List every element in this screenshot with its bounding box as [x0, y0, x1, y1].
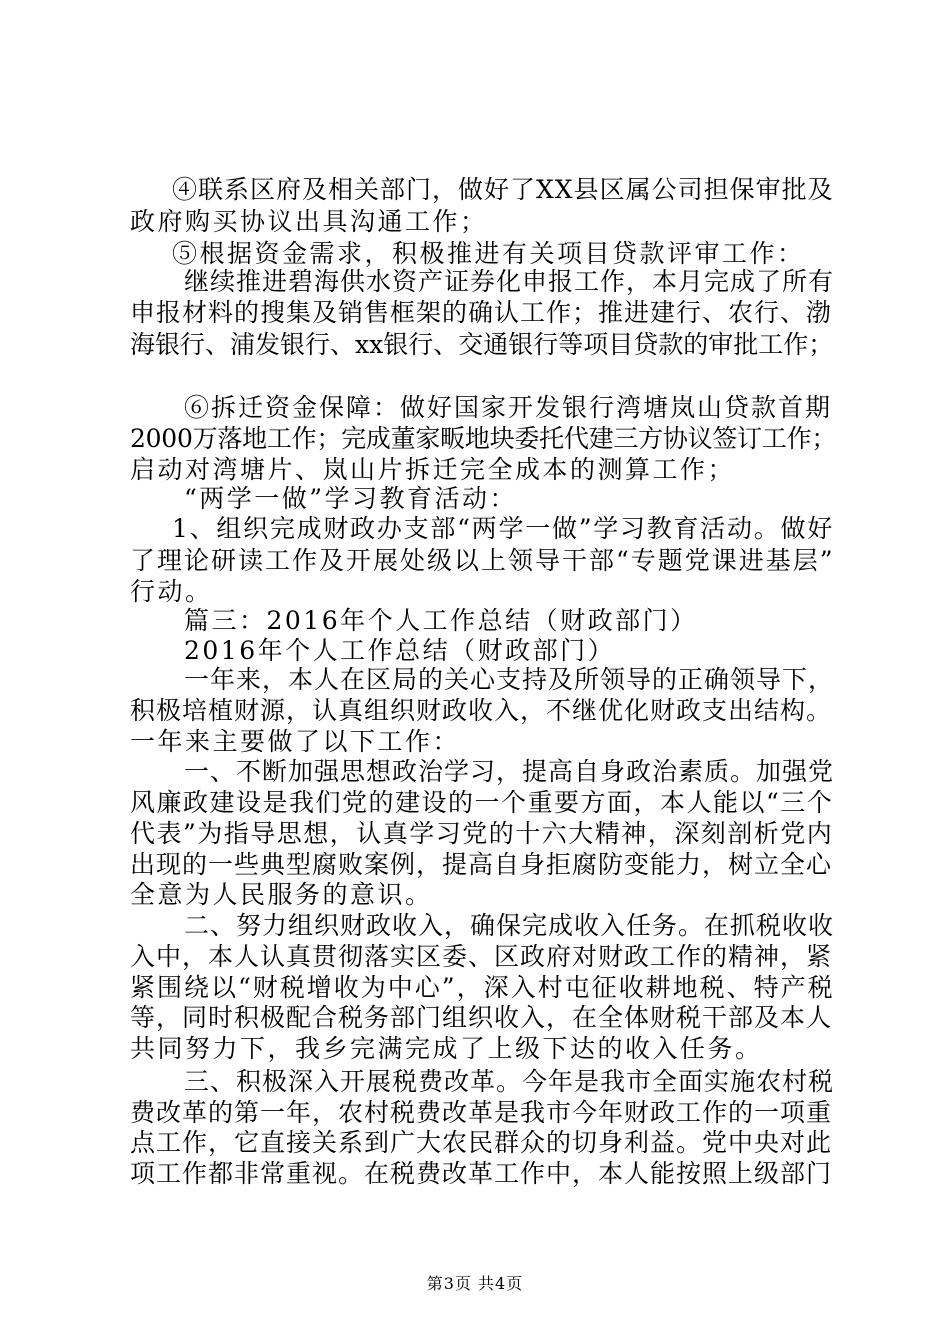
- text-line: 等，同时积极配合税务部门组织收入，在全体财税干部及本人: [130, 1003, 833, 1032]
- text-line: “两学一做”学习教育活动：: [184, 484, 518, 513]
- text-line: 篇三：2016年个人工作总结（财政部门）: [184, 606, 698, 635]
- text-line: 风廉政建设是我们党的建设的一个重要方面，本人能以“三个: [130, 788, 834, 817]
- text-line: 一、不断加强思想政治学习，提高自身政治素质。加强党: [184, 757, 835, 786]
- text-line: ④联系区府及相关部门，做好了XX县区属公司担保审批及: [172, 175, 834, 204]
- text-line: 三、积极深入开展税费改革。今年是我市全面实施农村税: [184, 1067, 835, 1096]
- text-line: 政府购买协议出具沟通工作；: [130, 207, 488, 236]
- text-line: 申报材料的搜集及销售框架的确认工作；推进建行、农行、渤: [130, 298, 833, 327]
- text-line: ⑥拆迁资金保障：做好国家开发银行湾塘岚山贷款首期: [184, 393, 833, 422]
- text-line: 了理论研读工作及开展处级以上领导干部“专题党课进基层”: [130, 546, 835, 575]
- text-line: 出现的一些典型腐败案例，提高自身拒腐防变能力，树立全心: [130, 850, 833, 879]
- text-line: 积极培植财源，认真组织财政收入，不继优化财政支出结构。: [130, 696, 833, 725]
- text-line: 继续推进碧海供水资产证券化申报工作，本月完成了所有: [184, 267, 835, 296]
- text-line: 1、组织完成财政办支部“两学一做”学习教育活动。做好: [172, 514, 834, 543]
- text-line: 入中，本人认真贯彻落实区委、区政府对财政工作的精神，紧: [130, 942, 833, 971]
- text-line: 2000万落地工作；完成董家畈地块委托代建三方协议签订工作；: [130, 424, 837, 453]
- text-line: 代表”为指导思想，认真学习党的十六大精神，深刻剖析党内: [130, 819, 834, 848]
- text-line: 启动对湾塘片、岚山片拆迁完全成本的测算工作；: [130, 455, 736, 484]
- text-line: 紧围绕以“财税增收为中心”，深入村屯征收耕地税、特产税: [130, 973, 835, 1002]
- text-line: 海银行、浦发银行、xx银行、交通银行等项目贷款的审批工作；: [130, 330, 834, 359]
- text-line: 一年来主要做了以下工作：: [130, 727, 461, 756]
- text-line: ⑤根据资金需求，积极推进有关项目贷款评审工作：: [172, 239, 805, 268]
- text-line: 全意为人民服务的意识。: [130, 880, 433, 909]
- text-line: 点工作，它直接关系到广大农民群众的切身利益。党中央对此: [130, 1128, 833, 1157]
- text-line: 2016年个人工作总结（财政部门）: [184, 636, 616, 665]
- text-line: 共同努力下，我乡完满完成了上级下达的收入任务。: [130, 1034, 763, 1063]
- text-line: 行动。: [130, 577, 213, 606]
- text-line: 二、努力组织财政收入，确保完成收入任务。在抓税收收: [184, 911, 835, 940]
- text-line: 项工作都非常重视。在税费改革工作中，本人能按照上级部门: [130, 1159, 833, 1188]
- text-line: 费改革的第一年，农村税费改革是我市今年财政工作的一项重: [130, 1098, 833, 1127]
- page-number-footer: 第3页 共4页: [426, 1274, 524, 1293]
- text-line: 一年来，本人在区局的关心支持及所领导的正确领导下，: [184, 665, 835, 694]
